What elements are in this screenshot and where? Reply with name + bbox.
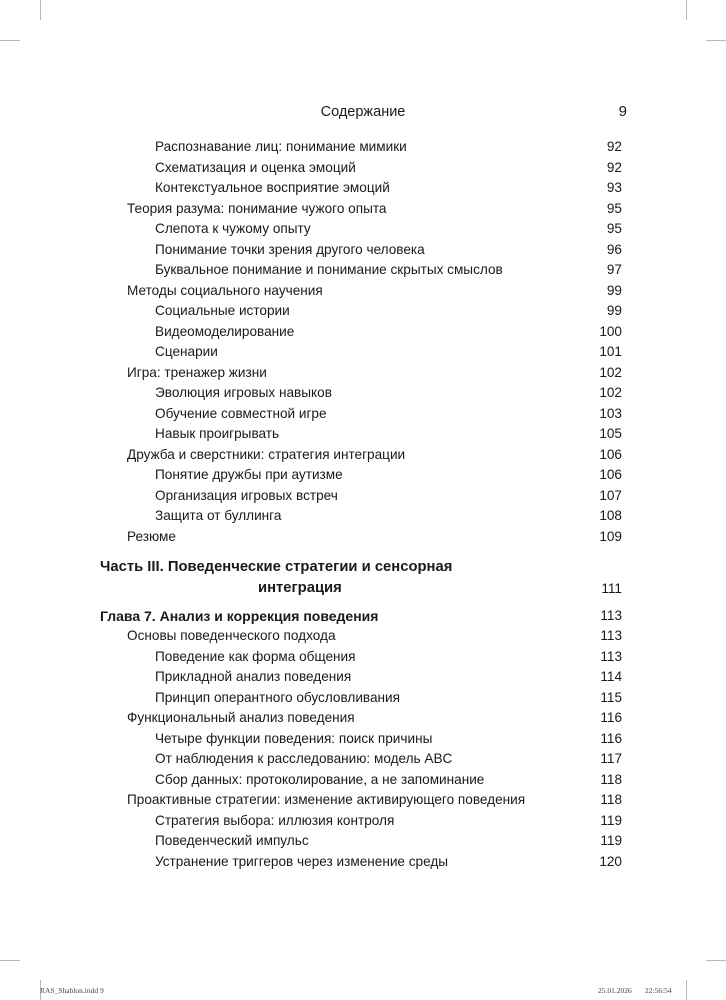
- toc-entry-title: Методы социального научения: [127, 282, 323, 298]
- toc-entry-title: Устранение триггеров через изменение среды: [155, 853, 449, 869]
- toc-entry[interactable]: [0, 790, 726, 810]
- chapter-page-number: 113: [600, 608, 622, 623]
- toc-entry-title: Схематизация и оценка эмоций: [155, 159, 356, 175]
- toc-entry-page: 99: [606, 282, 622, 298]
- toc-entry-title: Контекстуальное восприятие эмоций: [155, 180, 390, 195]
- toc-entry-page: 106: [599, 446, 622, 462]
- toc-entry[interactable]: [0, 465, 726, 485]
- toc-entry[interactable]: [0, 831, 726, 851]
- toc-entry-title: Буквальное понимание и понимание скрытых смыслов: [155, 262, 503, 277]
- crop-mark: [40, 0, 41, 20]
- toc-entry[interactable]: [0, 137, 726, 157]
- toc-entry-page: 118: [600, 792, 622, 807]
- toc-entry[interactable]: [0, 486, 726, 506]
- footer-time: 22:56:54: [645, 986, 672, 995]
- toc-entry[interactable]: [0, 852, 726, 872]
- toc-entry-page: 120: [599, 853, 622, 869]
- toc-entry-title: Теория разума: понимание чужого опыта: [127, 200, 387, 216]
- crop-mark: [686, 980, 687, 1000]
- toc-entry-title: Игра: тренажер жизни: [127, 364, 267, 380]
- toc-entry-page: 92: [606, 159, 622, 175]
- part-title-text: . Поведенческие стратегии и сенсорная: [159, 559, 453, 575]
- toc-entry-title: Понимание точки зрения другого человека: [155, 241, 425, 257]
- toc-entry-page: 116: [600, 730, 622, 746]
- footer-file: RAS_Shablon.indd 9: [40, 986, 104, 995]
- toc-entry-page: 103: [599, 405, 622, 421]
- crop-mark: [686, 0, 687, 20]
- toc-entry[interactable]: [0, 383, 726, 403]
- toc-entry-page: 102: [599, 385, 622, 400]
- toc-entry[interactable]: [0, 770, 726, 790]
- toc-entry[interactable]: [0, 404, 726, 424]
- toc-entry-page: 95: [606, 200, 622, 216]
- toc-entry[interactable]: [0, 708, 726, 728]
- toc-entry[interactable]: [0, 322, 726, 342]
- part-label: Часть III: [100, 559, 160, 575]
- toc-entry[interactable]: [0, 199, 726, 219]
- crop-mark: [706, 40, 726, 41]
- toc-entry[interactable]: [0, 301, 726, 321]
- toc-entry-page: 115: [600, 689, 622, 705]
- toc-entry-title: Функциональный анализ поведения: [127, 710, 355, 725]
- toc-entry-page: 117: [600, 751, 622, 766]
- toc-entry-page: 99: [606, 303, 622, 318]
- footer-date: 25.01.2026: [598, 986, 632, 995]
- toc-entry[interactable]: [0, 424, 726, 444]
- toc-entry-page: 106: [599, 467, 622, 482]
- toc-entry[interactable]: [0, 527, 726, 547]
- toc-entry[interactable]: [0, 363, 726, 383]
- toc-entry-title: Видеомоделирование: [155, 323, 295, 339]
- toc-entry-page: 105: [599, 426, 622, 441]
- part-title-line2: интеграция: [258, 580, 342, 596]
- toc-entry-title: Слепота к чужому опыту: [155, 221, 311, 236]
- toc-entry-title: Обучение совместной игре: [155, 405, 327, 421]
- toc-entry[interactable]: [0, 260, 726, 280]
- toc-entry[interactable]: [0, 281, 726, 301]
- toc-entry-title: Социальные истории: [155, 303, 290, 318]
- toc-entry-page: 113: [600, 628, 622, 643]
- toc-entry-title: Стратегия выбора: иллюзия контроля: [155, 812, 395, 828]
- toc-entry-page: 95: [606, 221, 622, 236]
- part-title-line1: [100, 559, 452, 575]
- crop-mark: [0, 40, 20, 41]
- toc-entry-title: Четыре функции поведения: поиск причины: [155, 730, 433, 746]
- part-page-number: 111: [601, 581, 622, 596]
- toc-entry[interactable]: [0, 749, 726, 769]
- toc-entry-title: Эволюция игровых навыков: [155, 385, 332, 400]
- toc-entry-page: 92: [606, 139, 622, 154]
- toc-entry-page: 119: [600, 833, 622, 848]
- toc-entry-page: 109: [599, 528, 622, 544]
- toc-entry-title: Организация игровых встреч: [155, 487, 338, 503]
- toc-entry-title: Принцип оперантного обусловливания: [155, 689, 401, 705]
- toc-entry-page: 102: [599, 364, 622, 380]
- toc-entry-title: Навык проигрывать: [155, 426, 280, 441]
- toc-entry-title: Защита от буллинга: [155, 508, 282, 523]
- toc-entry-page: 101: [599, 344, 622, 359]
- toc-entry[interactable]: [0, 342, 726, 362]
- toc-entry-title: Поведение как форма общения: [155, 648, 356, 664]
- crop-mark: [0, 960, 20, 961]
- toc-entry-page: 93: [606, 180, 622, 195]
- toc-entry-page: 100: [599, 323, 622, 339]
- toc-entry[interactable]: [0, 729, 726, 749]
- toc-entry-title: Распознавание лиц: понимание мимики: [155, 139, 407, 154]
- toc-entry-page: 108: [599, 508, 622, 523]
- toc-entry[interactable]: [0, 219, 726, 239]
- toc-entry-page: 114: [600, 669, 622, 684]
- toc-chapter-entry[interactable]: [0, 606, 726, 626]
- toc-entry[interactable]: [0, 240, 726, 260]
- toc-entry-title: От наблюдения к расследованию: модель ABC: [155, 751, 453, 766]
- toc-entry-title: Прикладной анализ поведения: [155, 669, 352, 684]
- toc-entry-title: Понятие дружбы при аутизме: [155, 467, 343, 482]
- toc-entry-title: Сценарии: [155, 344, 218, 359]
- toc-entry-page: 97: [606, 262, 622, 277]
- toc-entry[interactable]: [0, 811, 726, 831]
- toc-entry[interactable]: [0, 647, 726, 667]
- toc-entry-title: Дружба и сверстники: стратегия интеграции: [127, 446, 406, 462]
- page-number: 9: [618, 103, 627, 120]
- toc-entry[interactable]: [0, 667, 726, 687]
- toc-entry[interactable]: [0, 626, 726, 646]
- toc-entry-page: 116: [600, 710, 622, 725]
- toc-entry-title: Резюме: [127, 528, 176, 544]
- toc-entry[interactable]: [0, 158, 726, 178]
- toc-entry-title: Проактивные стратегии: изменение активирующего поведения: [127, 792, 526, 807]
- toc-entry[interactable]: [0, 688, 726, 708]
- toc-entry-page: 119: [600, 812, 622, 828]
- toc-entry-title: Основы поведенческого подхода: [127, 628, 336, 643]
- toc-entry[interactable]: [0, 178, 726, 198]
- toc-entry-page: 118: [600, 771, 622, 787]
- toc-entry[interactable]: [0, 445, 726, 465]
- chapter-title: Глава 7. Анализ и коррекция поведения: [100, 608, 379, 624]
- running-header-title: Содержание: [320, 104, 406, 120]
- toc-entry-page: 107: [599, 487, 622, 503]
- toc-entry-page: 96: [606, 241, 622, 257]
- toc-entry-title: Поведенческий импульс: [155, 833, 309, 848]
- toc-entry[interactable]: [0, 506, 726, 526]
- toc-entry-title: Сбор данных: протоколирование, а не запоминание: [155, 771, 485, 787]
- toc-entry-page: 113: [600, 648, 622, 664]
- crop-mark: [706, 960, 726, 961]
